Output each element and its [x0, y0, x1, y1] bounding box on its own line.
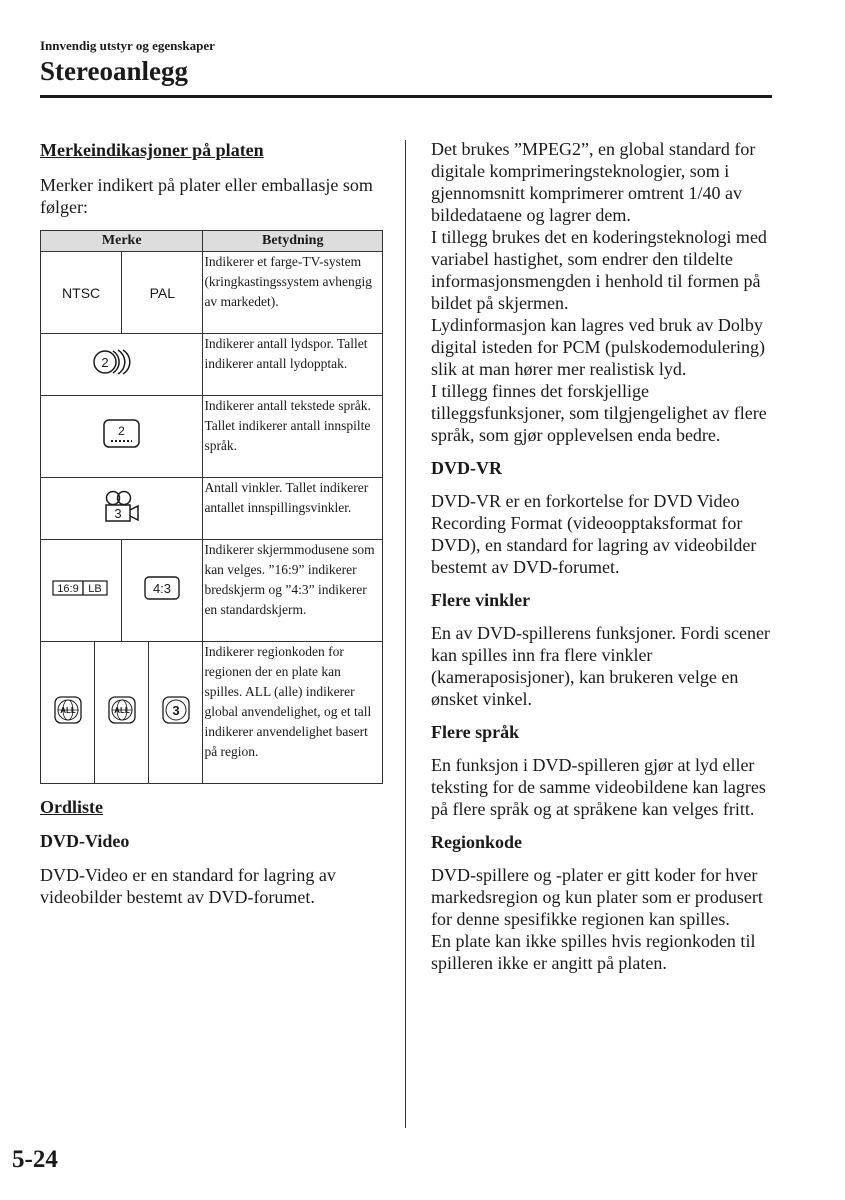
table-row — [41, 252, 383, 334]
region-number-mark — [149, 642, 203, 784]
dolby-paragraph: Lydinformasjon kan lagres ved bruk av Dolby digital isteden for PCM (pulskodemodulering) slik at man hører mer realistisk lyd. — [431, 315, 765, 379]
column-divider — [405, 140, 406, 1128]
audio-meaning: Indikerer antall lydspor. Tallet indikerer antall lydopptak. — [203, 334, 383, 396]
dvd-vr-heading: DVD-VR — [431, 458, 502, 478]
section-label: Innvendig utstyr og egenskaper — [40, 38, 215, 53]
region-all-mark — [95, 642, 149, 784]
page-title: Stereoanlegg — [40, 56, 188, 86]
region-code-heading: Regionkode — [431, 832, 523, 852]
subtitle-languages-icon — [41, 396, 203, 478]
table-row — [41, 396, 383, 478]
screen-meaning: Indikerer skjermmodusene som kan velges. ”16:9” indikerer bredskjerm og ”4:3” indikerer en standardskjerm. — [203, 540, 383, 642]
title-rule — [40, 95, 772, 98]
disc-marks-table — [40, 230, 383, 784]
dvd-video-text: DVD-Video er en standard for lagring av videobilder bestemt av DVD-forumet. — [40, 865, 336, 907]
multi-language-text: En funksjon i DVD-spilleren gjør at lyd eller teksting for de samme videobildene kan lagres på flere språk og at språkene kan velges fritt. — [431, 755, 766, 819]
table-row — [41, 540, 383, 642]
camera-angles-icon — [41, 478, 203, 540]
multi-angle-heading: Flere vinkler — [431, 590, 531, 610]
extra-features-paragraph: I tillegg finnes det forskjellige tilleggsfunksjoner, som tilgjengelighet av flere språk, som gjør opplevelsen enda bedre. — [431, 381, 767, 445]
right-column — [431, 138, 776, 974]
svg-text:2: 2 — [101, 355, 109, 370]
dvd-video-heading: DVD-Video — [40, 831, 130, 851]
pal-mark: PAL — [122, 252, 203, 334]
page-number: 5-24 — [12, 1146, 58, 1173]
svg-text:2: 2 — [117, 424, 125, 438]
audio-tracks-icon — [41, 334, 203, 396]
table-row — [41, 334, 383, 396]
variable-rate-paragraph: I tillegg brukes det en koderingsteknologi med variabel hastighet, som endrer den tildelte informasjonsmengden i henhold til formen på bildet på skjermen. — [431, 227, 767, 313]
multi-angle-text: En av DVD-spillerens funksjoner. Fordi scener kan spilles inn fra flere vinkler (kameraposisjoner), kan brukeren velge en ønsket vinkel. — [431, 623, 770, 709]
region-all-mark — [41, 642, 95, 784]
svg-text:4:3: 4:3 — [153, 581, 172, 596]
col-mark-header: Merke — [41, 231, 203, 252]
system-meaning: Indikerer et farge-TV-system (kringkastingssystem avhengig av markedet). — [203, 252, 383, 334]
ntsc-mark: NTSC — [41, 252, 122, 334]
standard-screen-mark — [122, 540, 203, 642]
col-meaning-header: Betydning — [203, 231, 383, 252]
subtitle-meaning: Indikerer antall tekstede språk. Tallet indikerer antall innspilte språk. — [203, 396, 383, 478]
svg-text:ALL: ALL — [113, 706, 130, 715]
region-code-text-2: En plate kan ikke spilles hvis regionkoden til spilleren ikke er angitt på platen. — [431, 931, 756, 973]
svg-text:16:9: 16:9 — [57, 583, 79, 595]
angle-meaning: Antall vinkler. Tallet indikerer antallet innspillingsvinkler. — [203, 478, 383, 540]
region-code-text: DVD-spillere og -plater er gitt koder for hver markedsregion og kun plater som er produsert for denne spesifikke regionen kan spilles. — [431, 865, 763, 929]
left-column — [40, 138, 385, 908]
table-row — [41, 478, 383, 540]
svg-text:3: 3 — [172, 703, 180, 718]
disc-marks-intro: Merker indikert på plater eller emballasje som følger: — [40, 175, 373, 217]
multi-language-heading: Flere språk — [431, 722, 520, 742]
glossary-heading: Ordliste — [40, 797, 103, 817]
table-row — [41, 642, 383, 784]
region-meaning: Indikerer regionkoden for regionen der en plate kan spilles. ALL (alle) indikerer global anvendelighet, og et tall indikerer anvendelighet basert på region. — [203, 642, 383, 784]
table-header-row — [41, 231, 383, 252]
mpeg-paragraph: Det brukes ”MPEG2”, en global standard for digitale komprimeringsteknologier, som i gjennomsnitt komprimerer omtrent 1/40 av bildedataene og lagrer dem. — [431, 139, 756, 225]
dvd-vr-text: DVD-VR er en forkortelse for DVD Video Recording Format (videoopptaksformat for DVD), en standard for lagring av videobilder bestemt av DVD-forumet. — [431, 491, 757, 577]
svg-text:3: 3 — [114, 506, 122, 521]
disc-marks-heading: Merkeindikasjoner på platen — [40, 140, 264, 160]
widescreen-mark — [41, 540, 122, 642]
svg-text:LB: LB — [88, 583, 102, 595]
svg-text:ALL: ALL — [59, 706, 76, 715]
